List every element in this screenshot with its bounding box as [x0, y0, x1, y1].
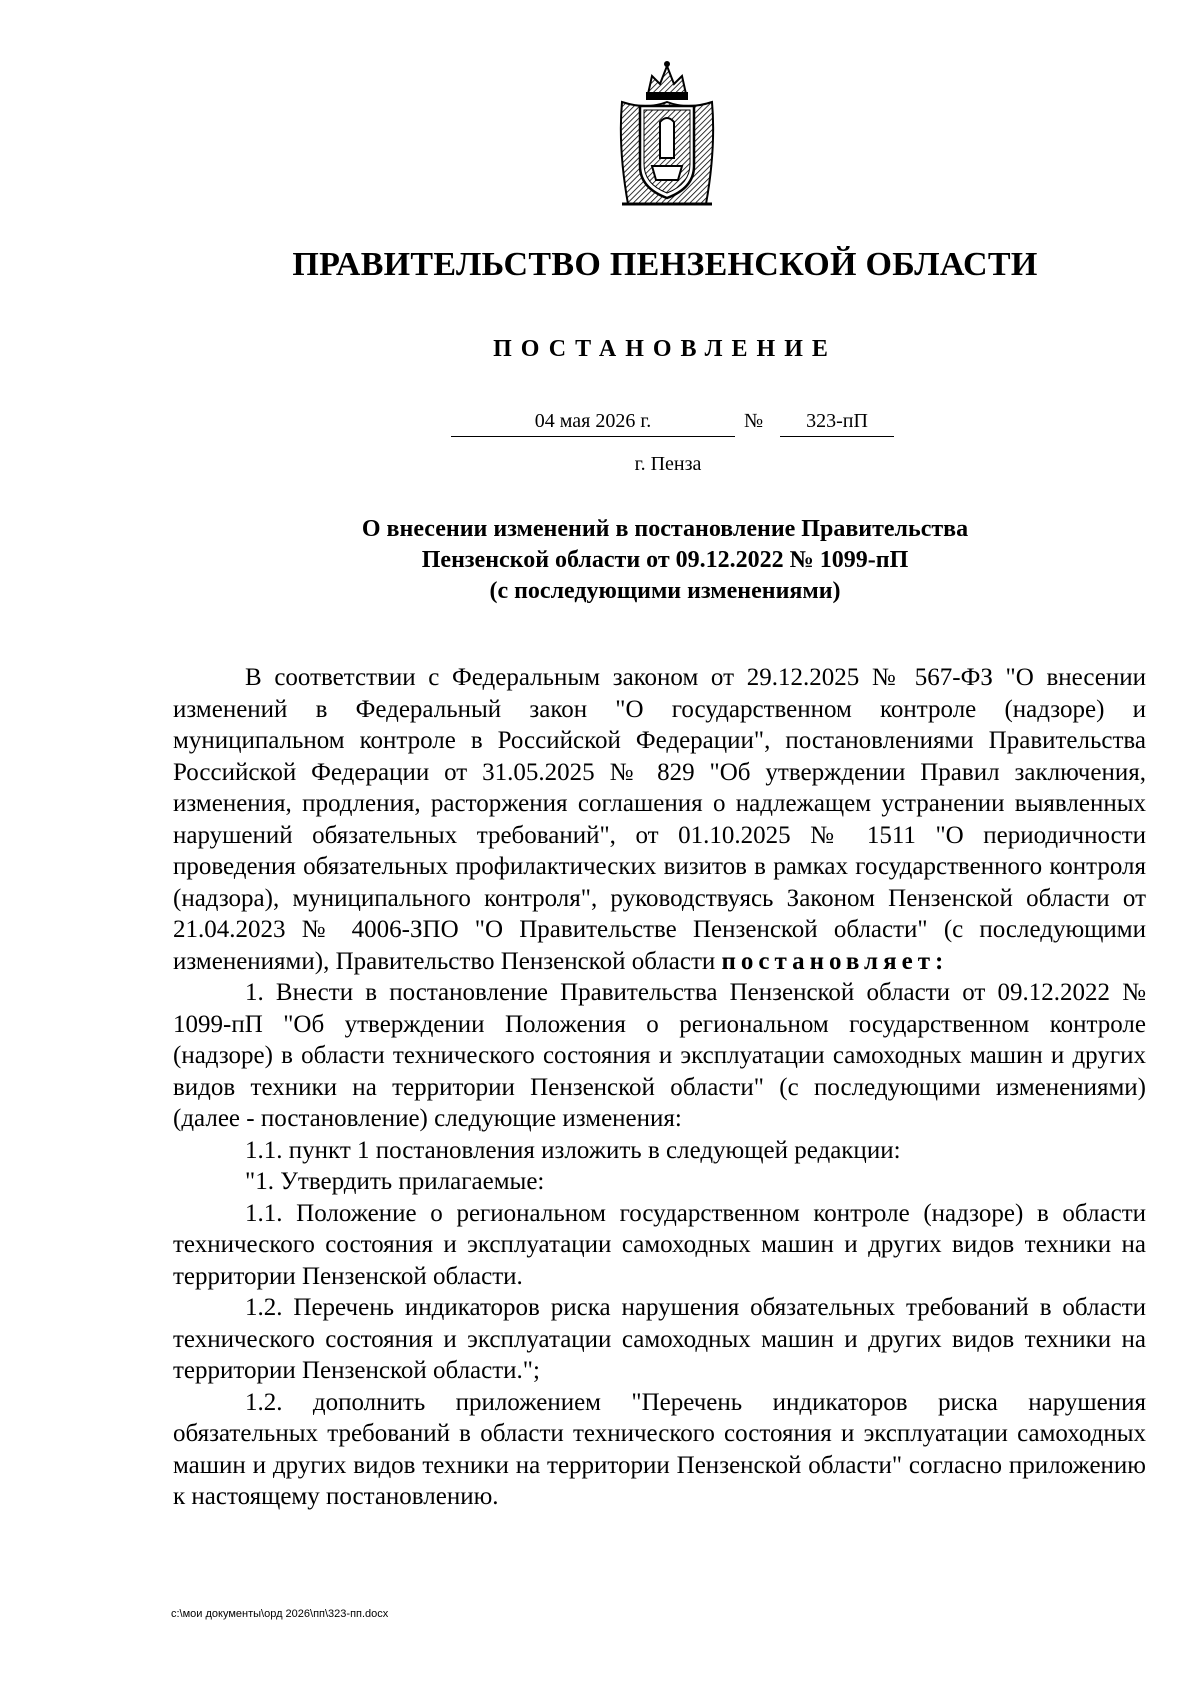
decides-keyword: постановляет: — [721, 947, 949, 975]
organization-title: ПРАВИТЕЛЬСТВО ПЕНЗЕНСКОЙ ОБЛАСТИ — [292, 246, 1038, 283]
subject-line: Пензенской области от 09.12.2022 № 1099-пП — [421, 547, 909, 573]
body-paragraph: 1.2. Перечень индикаторов риска нарушения обязательных требований в области технического состояния и эксплуатации самоходных машин и других видов техники на территории Пензенской области."; — [173, 1294, 1146, 1384]
document-type-heading: ПОСТАНОВЛЕНИЕ — [493, 336, 837, 362]
preamble-text: В соответствии с Федеральным законом от 29.12.2025 № 567-ФЗ "О внесении изменений в Федеральный закон "О государственном контроле (надзоре) и муниципальном контроле в Российской Федерации", постановлениями Правительства Российской Федерации от 31.05.2025 № 829 "Об утверждении Правил заключения, изменения, продления, расторжения соглашения о надлежащем устранении выявленных нарушений обязательных требований", от 01.10.2025 № 1511 "О периодичности проведения обязательных профилактических визитов в рамках государственного контроля (надзора), муниципального контроля", руководствуясь Законом Пензенской области от 21.04.2023 № 4006-ЗПО "О Правительстве Пензенской области" (с последующими изменениями), Правительство Пензенской области — [173, 664, 1146, 975]
body-paragraph: 1.2. дополнить приложением "Перечень индикаторов риска нарушения обязательных требований в области технического состояния и эксплуатации самоходных машин и других видов техники на территории Пензенской области" согласно приложению к настоящему постановлению. — [173, 1388, 1146, 1510]
document-city: г. Пенза — [634, 453, 702, 475]
subject-line: (с последующими изменениями) — [489, 578, 841, 604]
body-paragraph: "1. Утвердить прилагаемые: — [245, 1168, 545, 1195]
document-body — [173, 662, 1146, 1513]
subject-line: О внесении изменений в постановление Правительства — [361, 516, 969, 542]
document-subject — [0, 514, 1200, 607]
body-paragraph-preamble — [173, 662, 1146, 977]
body-paragraph: 1. Внести в постановление Правительства Пензенской области от 09.12.2022 № 1099-пП "Об утверждении Положения о региональном государственном контроле (надзоре) в области технического состояния и эксплуатации самоходных машин и других видов техники на территории Пензенской области" (с последующими изменениями) (далее - постановление) следующие изменения: — [173, 979, 1146, 1132]
document-date: 04 мая 2026 г. — [451, 410, 735, 437]
document-number: 323-пП — [780, 410, 894, 437]
body-paragraph: 1.1. пункт 1 постановления изложить в следующей редакции: — [245, 1136, 901, 1164]
number-sign: № — [744, 410, 764, 432]
body-paragraph: 1.1. Положение о региональном государственном контроле (надзоре) в области технического состояния и эксплуатации самоходных машин и других видов техники на территории Пензенской области. — [173, 1199, 1146, 1290]
file-path-footer: c:\мои документы\орд 2026\пп\323-пп.docx — [171, 1608, 389, 1620]
coat-of-arms-emblem — [608, 58, 726, 208]
